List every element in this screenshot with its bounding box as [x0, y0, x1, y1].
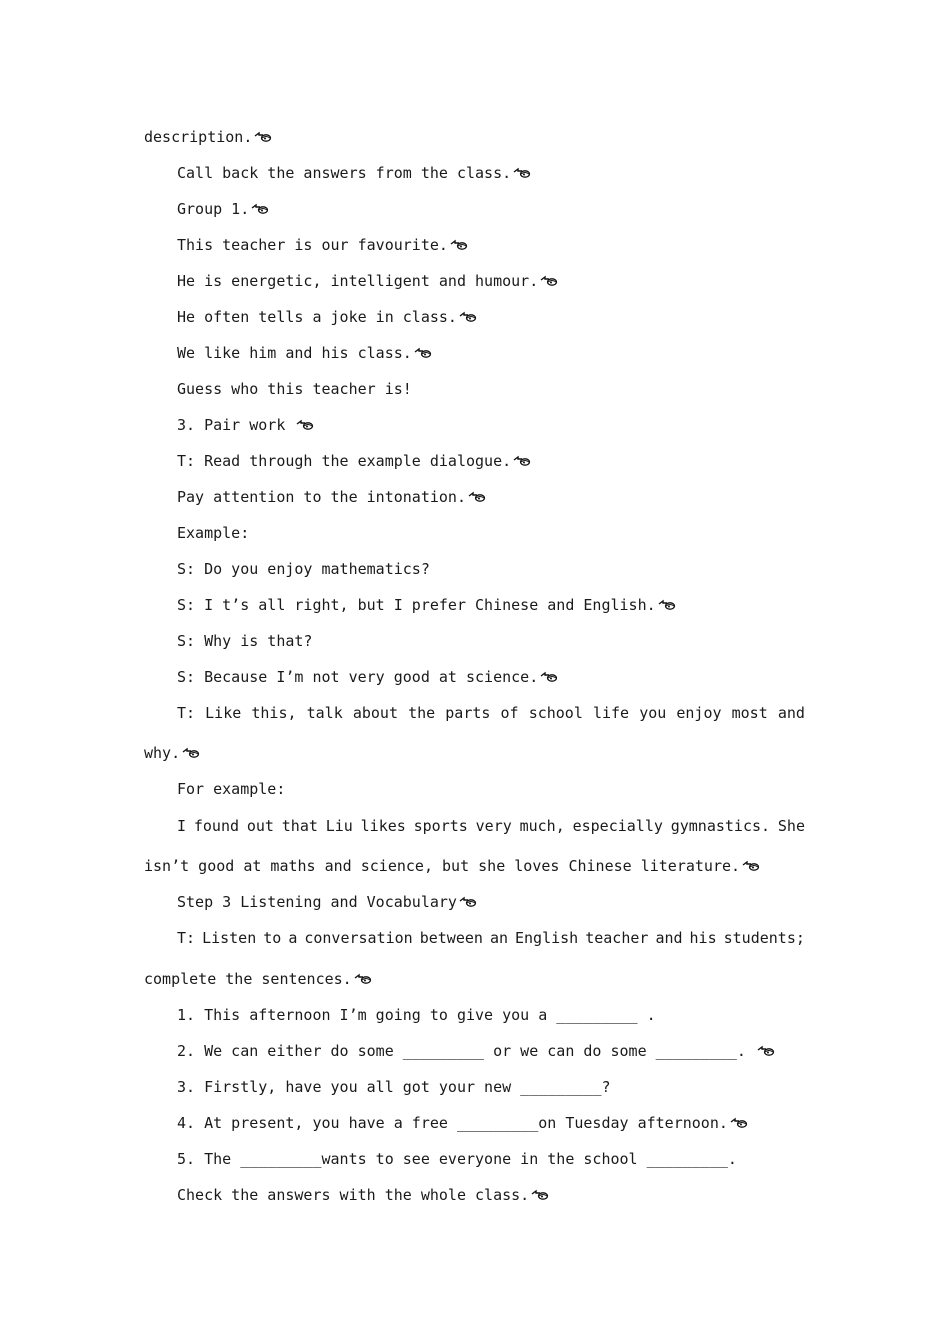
word: that — [281, 817, 318, 835]
text-line — [144, 743, 200, 763]
word: and — [655, 929, 683, 947]
text-line — [177, 199, 269, 219]
paragraph-mark-icon — [742, 860, 760, 872]
text-line — [177, 235, 468, 255]
word: this, — [251, 704, 297, 722]
text-line — [177, 595, 676, 615]
word: his — [689, 929, 717, 947]
paragraph-mark-icon — [296, 419, 314, 431]
word: an — [489, 929, 508, 947]
line-text: He often tells a joke in class. — [177, 308, 457, 326]
text-line — [177, 1077, 610, 1097]
text-line — [177, 816, 805, 836]
word: especially — [572, 817, 663, 835]
word: you — [639, 704, 667, 722]
text-line — [144, 127, 272, 147]
text-line — [144, 856, 760, 876]
line-text: He is energetic, intelligent and humour. — [177, 272, 539, 290]
word: a — [288, 929, 298, 947]
line-text: description. — [144, 128, 253, 146]
word: likes — [360, 817, 406, 835]
text-line — [177, 379, 412, 399]
word: out — [246, 817, 274, 835]
word: found — [193, 817, 240, 835]
line-text: 3. Pair work — [177, 416, 295, 434]
line-text: S: Because I’m not very good at science. — [177, 668, 539, 686]
line-text: 1. This afternoon I’m going to give you a _________ . — [177, 1006, 656, 1024]
paragraph-mark-icon — [354, 973, 372, 985]
word: She — [777, 817, 805, 835]
line-text: S: Why is that? — [177, 632, 313, 650]
paragraph-mark-icon — [531, 1189, 549, 1201]
word: conversation — [304, 929, 413, 947]
word: parts — [445, 704, 491, 722]
word: sports — [413, 817, 468, 835]
text-line — [177, 928, 805, 948]
word: Liu — [325, 817, 353, 835]
word: of — [500, 704, 519, 722]
line-text: Check the answers with the whole class. — [177, 1186, 530, 1204]
word: life — [592, 704, 630, 722]
paragraph-mark-icon — [513, 167, 531, 179]
text-line — [177, 343, 432, 363]
text-line — [177, 1005, 656, 1025]
line-text: S: I t’s all right, but I prefer Chinese and English. — [177, 596, 656, 614]
text-line — [177, 415, 314, 435]
word: English — [515, 929, 579, 947]
paragraph-mark-icon — [468, 491, 486, 503]
line-text: why. — [144, 744, 181, 762]
word: teacher — [585, 929, 649, 947]
word: students; — [723, 929, 805, 947]
text-line — [177, 703, 805, 723]
text-line — [177, 631, 312, 651]
text-line — [177, 523, 249, 543]
word: T: — [177, 929, 196, 947]
paragraph-mark-icon — [540, 275, 558, 287]
word: the — [408, 704, 436, 722]
line-text: Call back the answers from the class. — [177, 164, 512, 182]
word: Like — [205, 704, 242, 722]
word: very — [475, 817, 512, 835]
paragraph-mark-icon — [450, 239, 468, 251]
line-text: This teacher is our favourite. — [177, 236, 448, 254]
text-line — [177, 667, 558, 687]
text-line — [177, 163, 531, 183]
paragraph-mark-icon — [251, 203, 269, 215]
paragraph-mark-icon — [414, 347, 432, 359]
paragraph-mark-icon — [459, 311, 477, 323]
line-text: For example: — [177, 780, 286, 798]
paragraph-mark-icon — [254, 131, 272, 143]
line-text: Step 3 Listening and Vocabulary — [177, 893, 457, 911]
text-line — [177, 451, 531, 471]
word: gymnastics. — [670, 817, 771, 835]
word: T: — [177, 704, 196, 722]
line-text: Pay attention to the intonation. — [177, 488, 466, 506]
paragraph-mark-icon — [540, 671, 558, 683]
paragraph-mark-icon — [658, 599, 676, 611]
word: about — [352, 704, 398, 722]
word: Listen — [202, 929, 257, 947]
line-text: Group 1. — [177, 200, 250, 218]
paragraph-mark-icon — [513, 455, 531, 467]
line-text: isn’t good at maths and science, but she loves Chinese literature. — [144, 857, 741, 875]
text-line — [177, 779, 285, 799]
paragraph-mark-icon — [459, 896, 477, 908]
text-line — [144, 969, 372, 989]
line-text: Example: — [177, 524, 250, 542]
word: talk — [306, 704, 343, 722]
word: most — [731, 704, 768, 722]
paragraph-mark-icon — [182, 747, 200, 759]
line-text: complete the sentences. — [144, 970, 352, 988]
word: much, — [519, 817, 565, 835]
text-line — [177, 487, 486, 507]
line-text: 3. Firstly, have you all got your new _________? — [177, 1078, 611, 1096]
word: I — [177, 817, 187, 835]
text-line — [177, 307, 477, 327]
line-text: T: Read through the example dialogue. — [177, 452, 512, 470]
word: enjoy — [676, 704, 722, 722]
word: school — [528, 704, 583, 722]
text-line — [177, 1185, 549, 1205]
word: to — [263, 929, 282, 947]
word: and — [777, 704, 805, 722]
line-text: 4. At present, you have a free _________on Tuesday afternoon. — [177, 1114, 728, 1132]
text-line — [177, 892, 477, 912]
text-line — [177, 1113, 748, 1133]
line-text: 2. We can either do some _________ or we can do some _________. — [177, 1042, 755, 1060]
text-line — [177, 271, 558, 291]
line-text: We like him and his class. — [177, 344, 412, 362]
text-line — [177, 1149, 737, 1169]
word: between — [419, 929, 483, 947]
line-text: S: Do you enjoy mathematics? — [177, 560, 430, 578]
paragraph-mark-icon — [730, 1117, 748, 1129]
text-line — [177, 1041, 775, 1061]
text-line — [177, 559, 430, 579]
paragraph-mark-icon — [757, 1045, 775, 1057]
line-text: 5. The _________wants to see everyone in the school _________. — [177, 1150, 737, 1168]
line-text: Guess who this teacher is! — [177, 380, 412, 398]
